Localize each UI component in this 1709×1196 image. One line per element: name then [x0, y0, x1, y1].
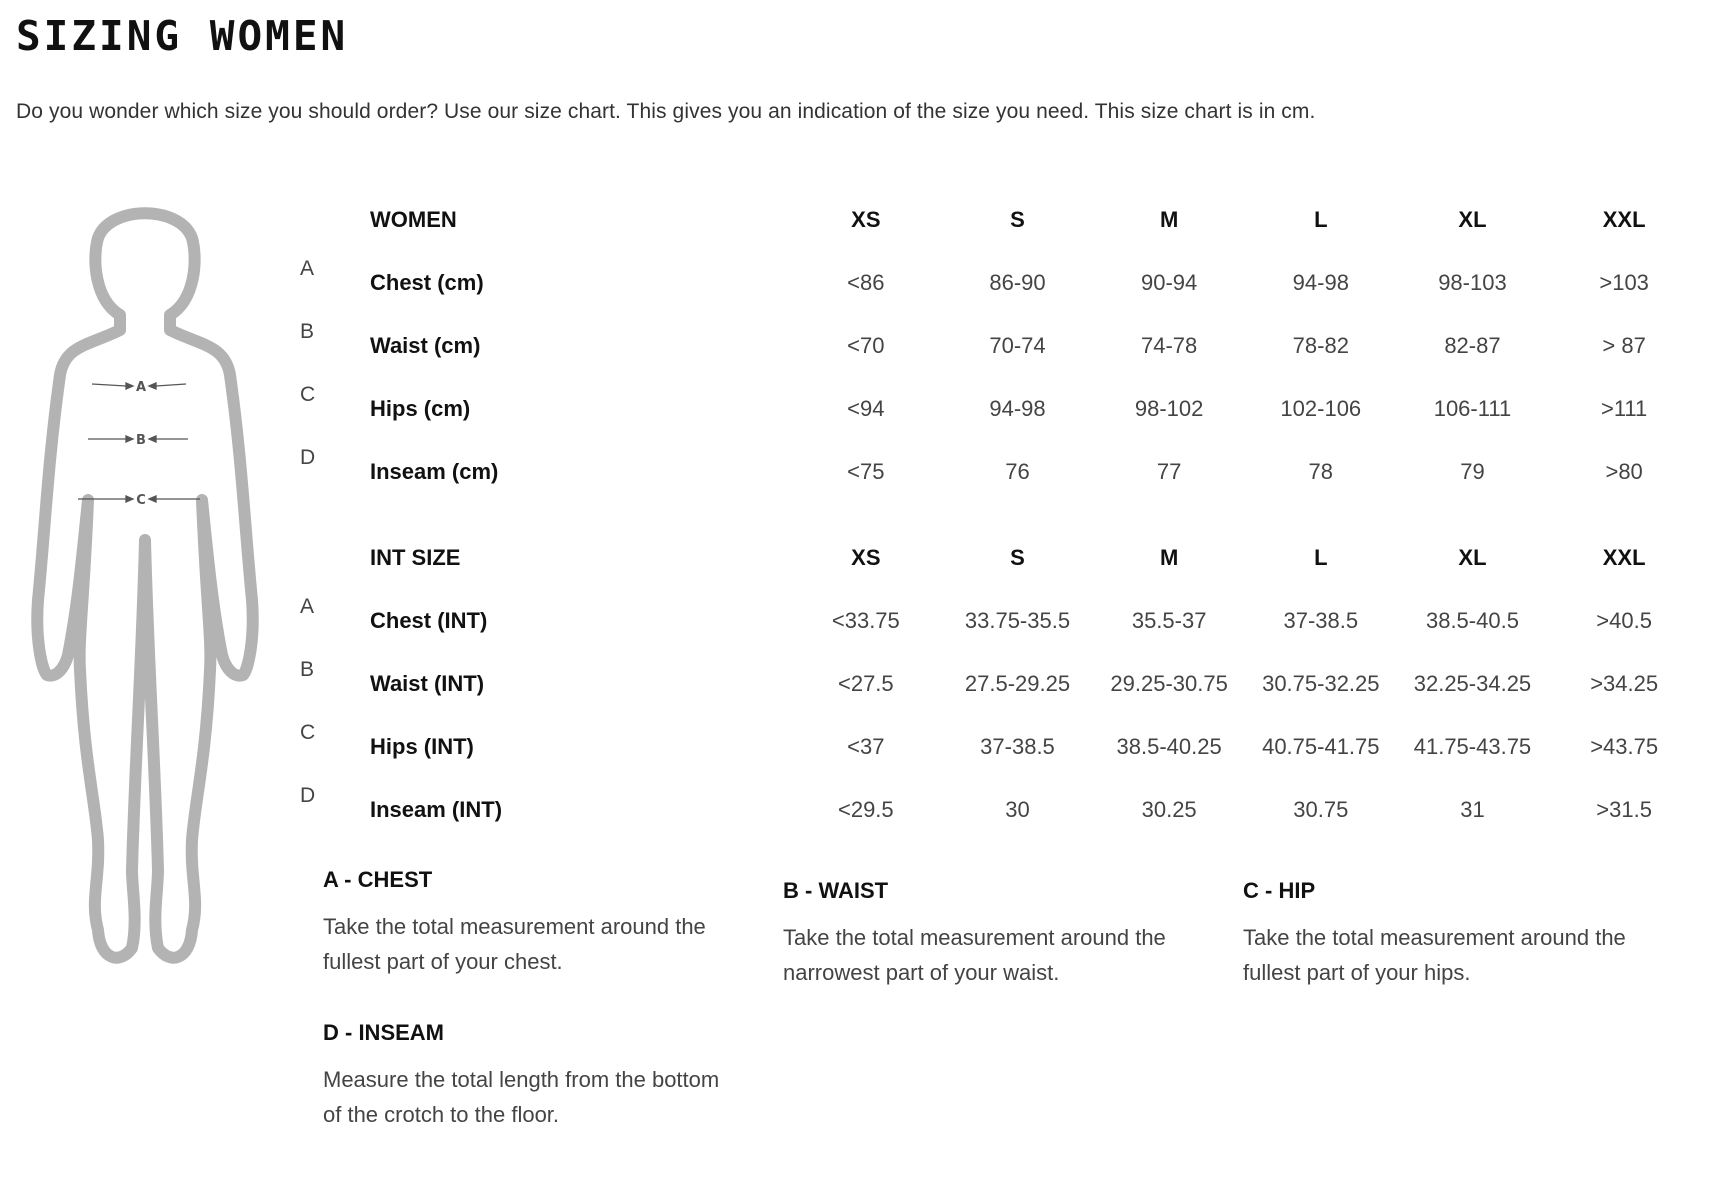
row-letter: B [300, 658, 315, 681]
table-cell: 90-94 [1141, 269, 1198, 295]
table-cell: 94-98 [1292, 269, 1349, 295]
table-cell: >31.5 [1596, 796, 1652, 822]
row-label: Hips (INT) [370, 733, 474, 759]
table-header-label: INT SIZE [370, 544, 461, 570]
table-cell: 76 [1005, 458, 1030, 484]
row-label: Chest (INT) [370, 607, 488, 633]
size-header: M [1159, 544, 1179, 570]
size-header: S [1010, 206, 1025, 232]
row-letter: C [300, 383, 316, 406]
table-row [300, 251, 1700, 314]
table-cell: 78 [1308, 458, 1334, 484]
table-cell: 106-111 [1433, 395, 1512, 421]
row-label: Inseam (INT) [370, 796, 503, 822]
table-cell: >111 [1600, 395, 1648, 421]
table-cell: <86 [847, 269, 885, 295]
table-cell: <70 [847, 332, 885, 358]
table-cell: 31 [1460, 796, 1485, 822]
row-letter: A [300, 595, 315, 618]
table-row [300, 440, 1700, 503]
table-cell: <33.75 [831, 607, 900, 633]
marker-c-label: C [136, 493, 146, 508]
table-cell: 98-103 [1438, 269, 1507, 295]
table-cell: <75 [847, 458, 885, 484]
table-row [300, 778, 1700, 841]
row-label: Waist (INT) [370, 670, 485, 696]
table-cell: <29.5 [837, 796, 894, 822]
row-letter: B [300, 320, 315, 343]
table-cell: 38.5-40.5 [1425, 607, 1519, 633]
size-header: XXL [1602, 544, 1646, 570]
row-letter: A [300, 257, 315, 280]
size-header: XL [1458, 206, 1487, 232]
table-row [300, 589, 1700, 652]
row-label: Hips (cm) [370, 395, 471, 421]
size-chart-cm [300, 188, 1700, 503]
size-chart-int [300, 526, 1700, 841]
table-cell: 30.25 [1141, 796, 1197, 822]
measurement-text: Take the total measurement around the narrowest part of your waist. [783, 925, 1166, 985]
measurement-heading: B - WAIST [783, 878, 889, 903]
table-cell: 33.75-35.5 [964, 607, 1071, 633]
measurement-text: Take the total measurement around the fullest part of your hips. [1243, 925, 1626, 985]
table-cell: >34.25 [1590, 670, 1659, 696]
table-cell: 30.75-32.25 [1262, 670, 1380, 696]
measurement-text: Measure the total length from the bottom of the crotch to the floor. [323, 1067, 720, 1127]
table-cell: 38.5-40.25 [1116, 733, 1222, 759]
table-cell: >80 [1605, 458, 1643, 484]
row-letter: C [300, 721, 316, 744]
measurement-inseam [323, 1020, 743, 1132]
table-cell: 70-74 [989, 332, 1046, 358]
table-cell: 41.75-43.75 [1413, 733, 1532, 759]
size-header: XS [851, 206, 881, 232]
table-header-row [300, 188, 1700, 251]
table-cell: 40.75-41.75 [1262, 733, 1380, 759]
measurement-chest [323, 867, 743, 979]
table-cell: 30.75 [1293, 796, 1349, 822]
table-cell: <37 [847, 733, 885, 759]
table-cell: 32.25-34.25 [1413, 670, 1532, 696]
size-header: L [1314, 206, 1328, 232]
measurement-hip [1243, 878, 1663, 990]
table-header-label: WOMEN [370, 206, 457, 232]
table-row [300, 314, 1700, 377]
table-cell: 86-90 [989, 269, 1046, 295]
table-row [300, 377, 1700, 440]
table-cell: 78-82 [1292, 332, 1349, 358]
table-cell: 77 [1156, 458, 1182, 484]
table-header-row [300, 526, 1700, 589]
table-cell: >103 [1599, 269, 1649, 295]
marker-b-label: B [136, 433, 146, 448]
measurement-heading: D - INSEAM [323, 1020, 444, 1045]
table-cell: 82-87 [1444, 332, 1501, 358]
marker-a-label: A [135, 380, 147, 395]
table-cell: 94-98 [989, 395, 1046, 421]
size-header: XL [1458, 544, 1487, 570]
table-row [300, 715, 1700, 778]
measurement-waist [783, 878, 1203, 990]
row-label: Chest (cm) [370, 269, 484, 295]
row-label: Inseam (cm) [370, 458, 499, 484]
table-cell: 102-106 [1280, 395, 1362, 421]
body-outline-icon [30, 200, 270, 990]
table-cell: 27.5-29.25 [964, 670, 1071, 696]
size-header: L [1314, 544, 1328, 570]
intro-text: Do you wonder which size you should order? Use our size chart. This gives you an indication of the size you need. This size chart is in cm. [16, 100, 1316, 123]
size-header: S [1010, 544, 1025, 570]
size-header: XXL [1602, 206, 1646, 232]
size-header: M [1159, 206, 1179, 232]
body-figure-illustration [30, 200, 270, 995]
table-cell: 29.25-30.75 [1110, 670, 1228, 696]
size-table-int [300, 526, 1700, 841]
table-cell: 98-102 [1134, 395, 1204, 421]
table-cell: 74-78 [1141, 332, 1198, 358]
table-cell: 37-38.5 [1283, 607, 1359, 633]
page-title: SIZING WOMEN [16, 12, 349, 60]
size-header: XS [851, 544, 881, 570]
row-letter: D [300, 446, 316, 469]
table-cell: 37-38.5 [980, 733, 1055, 759]
table-cell: 30 [1005, 796, 1030, 822]
row-label: Waist (cm) [370, 332, 481, 358]
table-cell: 79 [1460, 458, 1485, 484]
table-cell: >43.75 [1590, 733, 1659, 759]
row-letter: D [300, 784, 316, 807]
table-cell: <94 [847, 395, 885, 421]
measurement-heading: A - CHEST [323, 867, 433, 892]
table-row [300, 652, 1700, 715]
table-cell: >40.5 [1596, 607, 1652, 633]
measurement-heading: C - HIP [1243, 878, 1316, 903]
measurement-text: Take the total measurement around the fullest part of your chest. [323, 914, 706, 974]
table-cell: <27.5 [837, 670, 894, 696]
table-cell: > 87 [1602, 332, 1646, 358]
size-table-cm [300, 188, 1700, 503]
table-cell: 35.5-37 [1131, 607, 1207, 633]
